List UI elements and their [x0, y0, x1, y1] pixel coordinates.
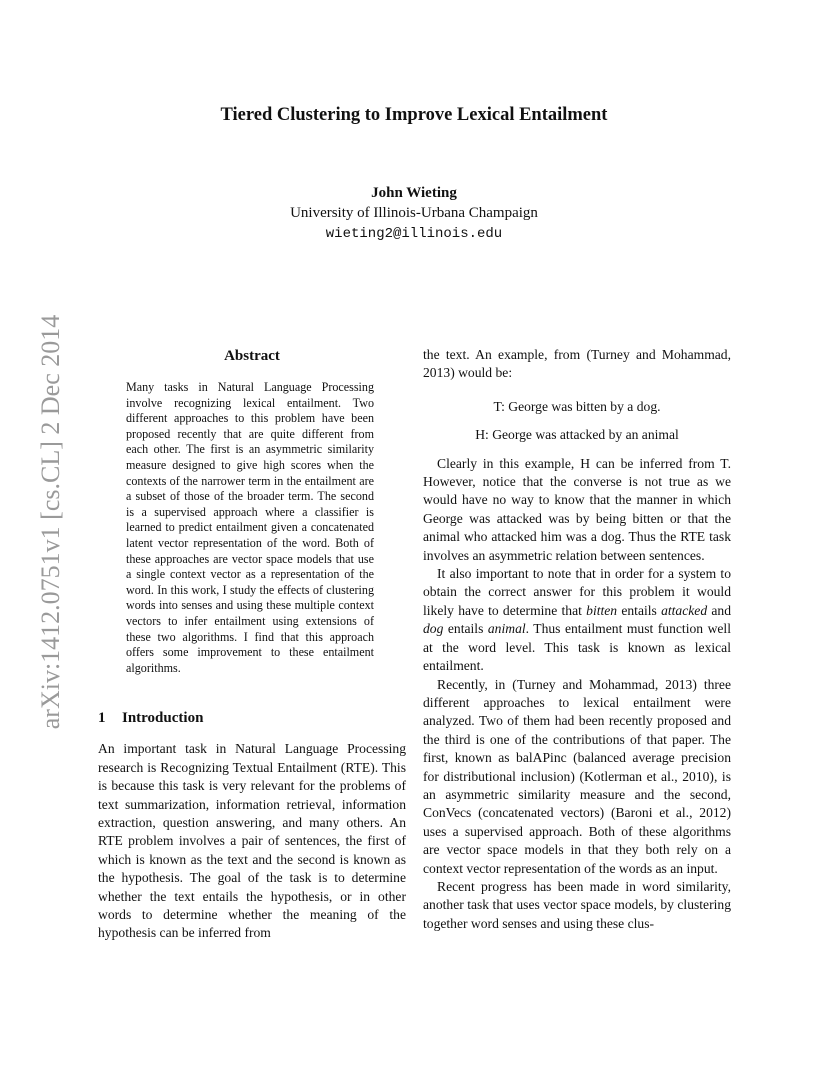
abstract-body: Many tasks in Natural Language Processing involve recognizing lexical entailment. Two different approaches to this problem have been proposed recently that are quite different from each other. The first is an asymmetric similarity measure designed to give high scores when the contexts of the narrower term in the entailment are a subset of those of the broader term. The second is a supervised approach where a classifier is learned to predict entailment given a concatenated latent vector representation of the word. Both of these approaches are vector space models that use a single context vector as a representation of the word. In this work, I study the effects of clustering words into senses and using these multiple context vectors to infer entailment using extensions of these two algorithms. I find that this approach offers some improvement to these entailment algorithms.: [126, 380, 374, 675]
example-text-sentence: T: George was bitten by a dog.: [493, 398, 661, 414]
intro-paragraph-1: An important task in Natural Language Processing research is Recognizing Textual Entailment (RTE). This is because this task is very relevant for the problems of text summarization, information retrieval, information extraction, question answering, and many others. An RTE problem involves a pair of sentences, the first of which is known as the text and the second is known as the hypothesis. The goal of the task is to determine whether the text entails the hypothesis, or in other words to determine whether the meaning of the hypothesis can be inferred from: [98, 741, 406, 941]
para3-text-e: . Thus entailment must function well at the word level. This task is known as lexical entailment.: [423, 621, 731, 674]
intro-continuation: the text. An example, from (Turney and Mohammad, 2013) would be:: [423, 347, 731, 381]
para3-text-b: entails: [617, 602, 662, 618]
author-block: [0, 183, 828, 245]
section-title: Introduction: [122, 710, 204, 727]
intro-paragraph-4: Recently, in (Turney and Mohammad, 2013) three different approaches to lexical entailment were analyzed. Two of them had been recently proposed and the third is one of the contributions of that paper. The first, known as balAPinc (balanced average precision for distributional inclusion) (Kotlerman et al., 2010), is an asymmetric similarity measure and the second, ConVecs (concatenated vectors) (Baroni et al., 2012) uses a supervised approach. Both of these algorithms are vector space models in that they both rely on a context vector representation of the words as an input.: [423, 676, 731, 876]
left-column: [98, 346, 406, 943]
para3-text-a: It also important to note that in order for a system to obtain the correct answer for this problem it would likely have to determine that: [423, 566, 731, 618]
paper-title: Tiered Clustering to Improve Lexical Entailment: [220, 105, 608, 125]
section-number: 1: [98, 710, 106, 727]
author-affiliation: University of Illinois-Urbana Champaign: [290, 205, 538, 221]
term-attacked: attacked: [661, 602, 708, 618]
term-dog: dog: [423, 621, 444, 637]
intro-paragraph-2: Clearly in this example, H can be inferred from T. However, notice that the converse is not true as we would have no way to know that the manner in which George was attacked was by being bitten or that the animal who attacked him was a dog. Thus the RTE task involves an asymmetric relation between sentences.: [423, 455, 731, 563]
intro-paragraph-3: [423, 565, 731, 675]
intro-paragraph-5: Recent progress has been made in word similarity, another task that uses vector space models, by clustering together word senses and using these clus-: [423, 878, 731, 931]
author-name: John Wieting: [371, 185, 457, 201]
para3-text-c: and: [707, 602, 731, 618]
author-email: wieting2@illinois.edu: [325, 226, 503, 242]
abstract-heading: Abstract: [224, 348, 280, 364]
section-heading-introduction: [98, 708, 406, 728]
right-column: [423, 346, 731, 933]
example-hypothesis-sentence: H: George was attacked by an animal: [475, 427, 679, 443]
term-bitten: bitten: [586, 602, 618, 618]
arxiv-identifier: arXiv:1412.0751v1 [cs.CL] 2 Dec 2014: [36, 314, 65, 730]
para3-text-d: entails: [443, 621, 488, 637]
term-animal: animal: [487, 621, 526, 637]
